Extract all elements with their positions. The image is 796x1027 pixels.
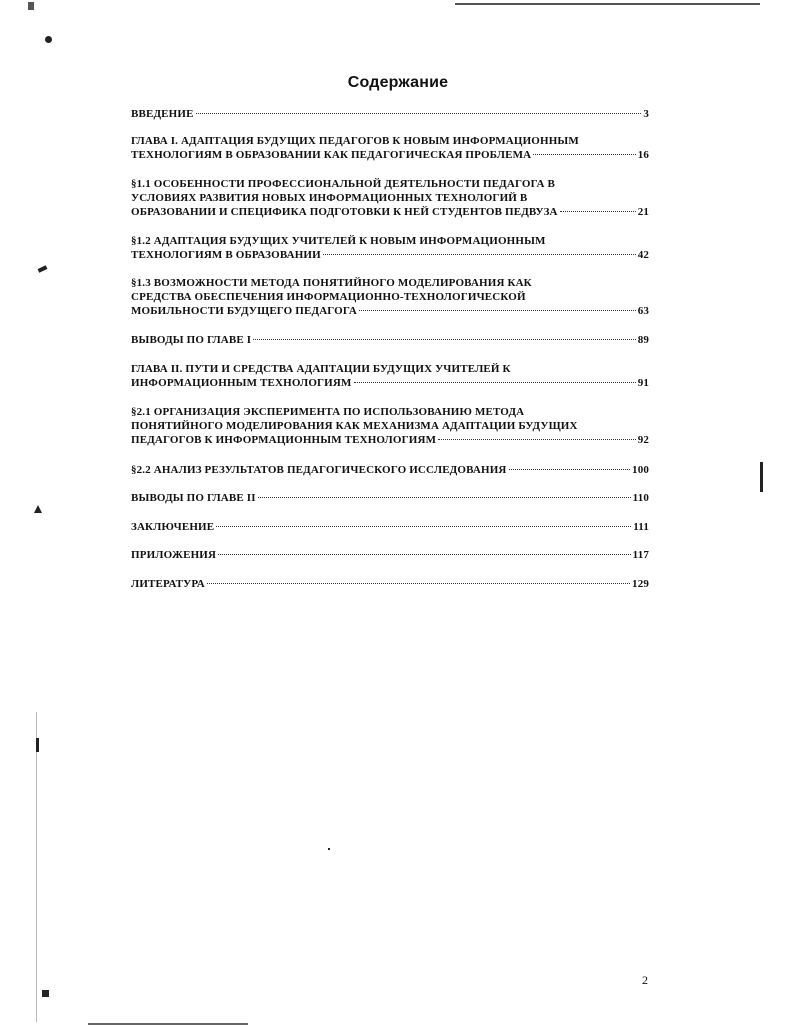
toc-page-number: 111 [633,521,649,533]
toc-entry [131,333,649,347]
toc-entry-last-line [131,248,649,262]
scan-speck [45,36,52,43]
toc-entry-line: УСЛОВИЯХ РАЗВИТИЯ НОВЫХ ИНФОРМАЦИОННЫХ ТЕХНОЛОГИЙ В [131,192,528,204]
scan-edge-top [455,3,760,5]
toc-page-number: 110 [632,492,649,504]
dot-leader [323,254,636,255]
toc-page-number: 89 [637,334,649,346]
toc-entry-line: ПОНЯТИЙНОГО МОДЕЛИРОВАНИЯ КАК МЕХАНИЗМА АДАПТАЦИИ БУДУЩИХ [131,420,578,432]
toc-entry-label: ЛИТЕРАТУРА [131,578,205,590]
scan-speck [36,738,39,752]
toc-page-number: 129 [632,578,649,590]
toc-entry-last-line [131,148,649,162]
toc-page-number: 100 [632,464,649,476]
toc-entry [131,405,649,447]
page-number: 2 [642,973,648,987]
toc-entry-line: СРЕДСТВА ОБЕСПЕЧЕНИЯ ИНФОРМАЦИОННО-ТЕХНОЛОГИЧЕСКОЙ [131,291,526,303]
toc-entry [131,463,649,477]
toc-entry-label: МОБИЛЬНОСТИ БУДУЩЕГО ПЕДАГОГА [131,305,357,317]
toc-entry [131,548,649,562]
toc-page-number: 117 [632,549,649,561]
toc-entry-line: §1.1 ОСОБЕННОСТИ ПРОФЕССИОНАЛЬНОЙ ДЕЯТЕЛЬНОСТИ ПЕДАГОГА В [131,178,556,190]
scan-speck [760,462,763,492]
toc-entry-label: ВЫВОДЫ ПО ГЛАВЕ I [131,334,252,346]
toc-entry-line: §1.2 АДАПТАЦИЯ БУДУЩИХ УЧИТЕЛЕЙ К НОВЫМ ИНФОРМАЦИОННЫМ [131,235,546,247]
toc-entry-label: ВВЕДЕНИЕ [131,108,194,120]
dot-leader [258,497,631,498]
toc-page-number: 63 [637,305,649,317]
toc-entry-label: ОБРАЗОВАНИИ И СПЕЦИФИКА ПОДГОТОВКИ К НЕЙ СТУДЕНТОВ ПЕДВУЗА [131,206,558,218]
page-title: Содержание [347,74,449,91]
toc-entry-last-line [131,376,649,390]
scan-speck [38,265,48,272]
toc-entry-label: §2.2 АНАЛИЗ РЕЗУЛЬТАТОВ ПЕДАГОГИЧЕСКОГО ИССЛЕДОВАНИЯ [131,464,507,476]
dot-leader [218,554,631,555]
toc-entry [131,234,649,262]
toc-entry-last-line [131,333,649,347]
toc-entry-last-line [131,520,649,534]
toc-entry-last-line [131,548,649,562]
scan-speck [34,505,42,513]
scan-speck [328,848,330,850]
dot-leader [196,113,642,114]
scan-speck [42,990,49,997]
toc-page-number: 3 [643,108,649,120]
toc-entry-line: §2.1 ОРГАНИЗАЦИЯ ЭКСПЕРИМЕНТА ПО ИСПОЛЬЗОВАНИЮ МЕТОДА [131,406,525,418]
toc-entry-last-line [131,491,649,505]
dot-leader [207,583,630,584]
scan-edge-left [36,712,37,1022]
dot-leader [216,526,631,527]
toc-entry-label: ЗАКЛЮЧЕНИЕ [131,521,215,533]
toc-entry-label: ТЕХНОЛОГИЯМ В ОБРАЗОВАНИИ [131,249,321,261]
toc-entry-last-line [131,463,649,477]
toc-page-number: 91 [637,377,649,389]
scan-edge-top-left [28,2,34,10]
dot-leader [359,310,636,311]
dot-leader [253,339,635,340]
toc-page-number: 21 [637,206,649,218]
toc-entry-last-line [131,577,649,591]
dot-leader [354,382,636,383]
toc-entry [131,107,649,121]
dot-leader [533,154,635,155]
toc-entry-line: ГЛАВА I. АДАПТАЦИЯ БУДУЩИХ ПЕДАГОГОВ К НОВЫМ ИНФОРМАЦИОННЫМ [131,135,579,147]
toc-entry-last-line [131,205,649,219]
toc-entry-label: ИНФОРМАЦИОННЫМ ТЕХНОЛОГИЯМ [131,377,352,389]
toc-entry-last-line [131,304,649,318]
toc-page-number: 16 [637,149,649,161]
scan-edge-bottom [88,1023,248,1025]
toc-entry-label: ТЕХНОЛОГИЯМ В ОБРАЗОВАНИИ КАК ПЕДАГОГИЧЕСКАЯ ПРОБЛЕМА [131,149,532,161]
toc-entry [131,134,649,162]
toc-page-number: 92 [637,434,649,446]
toc-entry [131,577,649,591]
toc-entry [131,491,649,505]
toc-entry [131,520,649,534]
dot-leader [560,211,636,212]
toc-entry-label: ВЫВОДЫ ПО ГЛАВЕ II [131,492,256,504]
toc-entry [131,276,649,318]
toc-entry-line: ГЛАВА II. ПУТИ И СРЕДСТВА АДАПТАЦИИ БУДУЩИХ УЧИТЕЛЕЙ К [131,363,511,375]
dot-leader [509,469,631,470]
toc-entry [131,177,649,219]
dot-leader [438,439,636,440]
toc-entry-label: ПЕДАГОГОВ К ИНФОРМАЦИОННЫМ ТЕХНОЛОГИЯМ [131,434,437,446]
toc-entry-line: §1.3 ВОЗМОЖНОСТИ МЕТОДА ПОНЯТИЙНОГО МОДЕЛИРОВАНИЯ КАК [131,277,532,289]
toc-entry-label: ПРИЛОЖЕНИЯ [131,549,217,561]
toc-entry [131,362,649,390]
toc-entry-last-line [131,433,649,447]
toc-page-number: 42 [637,249,649,261]
toc-entry-last-line [131,107,649,121]
